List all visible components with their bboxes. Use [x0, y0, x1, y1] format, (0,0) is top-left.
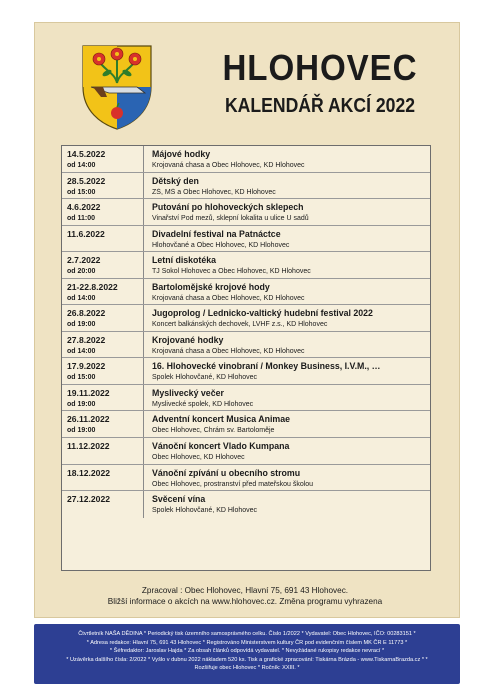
event-organizer: Krojovaná chasa a Obec Hlohovec, KD Hlohovec: [152, 294, 305, 302]
event-date: 11.6.2022: [67, 228, 105, 239]
event-row: [62, 465, 430, 492]
event-date-cell: [62, 305, 144, 331]
event-date: 28.5.2022: [67, 175, 106, 186]
event-title: Bartolomějské krojové hody: [152, 281, 270, 292]
event-date-cell: [62, 173, 144, 199]
event-date: 26.11.2022: [67, 414, 110, 425]
event-organizer: Koncert balkánských dechovek, LVHF z.s., KD Hlohovec: [152, 321, 328, 329]
event-row: [62, 173, 430, 200]
event-title: Myslivecký večer: [152, 387, 224, 398]
event-date: 4.6.2022: [67, 202, 101, 213]
town-title: HLOHOVEC: [222, 47, 418, 88]
event-info-cell: [152, 226, 426, 251]
event-organizer: Krojovaná chasa a Obec Hlohovec, KD Hlohovec: [152, 347, 305, 355]
contact-line: Zpracoval : Obec Hlohovec, Hlavní 75, 691 43 Hlohovec.: [141, 586, 349, 595]
event-title: Krojované hodky: [152, 334, 224, 345]
event-title: Dětský den: [152, 175, 199, 186]
event-date-cell: [62, 438, 144, 464]
event-info-cell: [152, 252, 426, 277]
event-info-cell: [152, 358, 426, 383]
footer-line: * Adresa redakce: Hlavní 75, 691 43 Hlohovec * Registrováno Ministerstvem kultury ČR pod evidenčním číslem MK ČR E 11773 *: [86, 639, 408, 646]
footer-line: Čtvrtletník NAŠA DĚDINA * Periodický tisk územního samosprávného celku. Číslo 1/2022 * Vydavatel: Obec Hlohovec, IČO: 00283151 *: [78, 631, 416, 637]
event-date: 26.8.2022: [67, 308, 106, 319]
event-date-cell: [62, 465, 144, 491]
event-organizer: ZŠ, MŠ a Obec Hlohovec, KD Hlohovec: [152, 188, 276, 196]
event-title: Divadelní festival na Patnáctce: [152, 228, 281, 239]
event-row: [62, 491, 430, 518]
event-organizer: Vinařství Pod mezů, sklepní lokalita u ulice U sadů: [152, 215, 309, 223]
event-row: [62, 332, 430, 359]
event-row: [62, 199, 430, 226]
contact-line: Bližší informace o akcích na www.hlohovec.cz. Změna programu vyhrazena: [107, 597, 383, 606]
event-organizer: Hlohovčané a Obec Hlohovec, KD Hlohovec: [152, 241, 290, 249]
event-row: [62, 358, 430, 385]
event-date: 19.11.2022: [67, 387, 110, 398]
event-time: od 15:00: [67, 374, 96, 382]
event-row: [62, 305, 430, 332]
event-organizer: Obec Hlohovec, prostranství před mateřskou školou: [152, 480, 314, 488]
event-date: 17.9.2022: [67, 361, 106, 372]
event-organizer: TJ Sokol Hlohovec a Obec Hlohovec, KD Hlohovec: [152, 268, 311, 276]
event-date: 21-22.8.2022: [67, 281, 118, 292]
event-organizer: Spolek Hlohovčané, KD Hlohovec: [152, 507, 258, 515]
event-time: od 19:00: [67, 427, 96, 435]
event-title: Letní diskotéka: [152, 255, 217, 266]
event-date: 27.8.2022: [67, 334, 106, 345]
event-date-cell: [62, 332, 144, 358]
event-organizer: Obec Hlohovec, Chrám sv. Bartoloměje: [152, 427, 275, 435]
event-time: od 19:00: [67, 400, 96, 408]
event-date-cell: [62, 279, 144, 305]
contact-info: [95, 585, 395, 607]
event-row: [62, 226, 430, 253]
event-time: od 14:00: [67, 294, 96, 302]
event-row: [62, 438, 430, 465]
footer-line: * Šéfredaktor: Jaroslav Hajda * Za obsah článků odpovídá vydavatel. * Nevyžádané rukopisy redakce nevrací *: [109, 648, 385, 655]
event-date: 14.5.2022: [67, 149, 106, 159]
event-title: Jugoprolog / Lednicko-valtický hudební festival 2022: [152, 308, 373, 319]
event-row: [62, 411, 430, 438]
event-info-cell: [152, 279, 426, 304]
event-title: Vánoční zpívání u obecního stromu: [152, 467, 301, 478]
event-organizer: Krojovaná chasa a Obec Hlohovec, KD Hlohovec: [152, 162, 305, 169]
event-row: [62, 279, 430, 306]
footer-line: * Uzávěrka dalšího čísla: 2/2022 * Vyšlo v dubnu 2022 nákladem 520 ks. Tisk a grafické zpracování: Tiskárna Brázda - www.TiskarnaBrazda.cz * *: [66, 656, 428, 663]
event-title: Vánoční koncert Vlado Kumpana: [152, 441, 290, 452]
event-date-cell: [62, 491, 144, 518]
event-info-cell: [152, 438, 426, 463]
event-row: [62, 252, 430, 279]
event-title: Putování po hlohoveckých sklepech: [152, 202, 304, 213]
event-row: [62, 146, 430, 173]
event-info-cell: [152, 146, 426, 171]
event-info-cell: [152, 332, 426, 357]
event-info-cell: [152, 173, 426, 198]
event-info-cell: [152, 385, 426, 410]
event-date-cell: [62, 252, 144, 278]
event-organizer: Spolek Hlohovčané, KD Hlohovec: [152, 374, 258, 382]
event-title: 16. Hlohovecké vinobraní / Monkey Business, I.V.M., …: [152, 361, 381, 372]
event-date-cell: [62, 199, 144, 225]
event-info-cell: [152, 491, 426, 516]
event-date: 27.12.2022: [67, 494, 111, 505]
event-info-cell: [152, 199, 426, 224]
event-organizer: Obec Hlohovec, KD Hlohovec: [152, 454, 245, 462]
event-time: od 15:00: [67, 188, 96, 196]
calendar-subtitle: KALENDÁŘ AKCÍ 2022: [224, 95, 416, 117]
event-title: Svěcení vína: [152, 494, 206, 505]
event-time: od 14:00: [67, 347, 96, 355]
event-date-cell: [62, 385, 144, 411]
event-time: od 14:00: [67, 162, 96, 169]
event-time: od 11:00: [67, 215, 96, 223]
event-info-cell: [152, 411, 426, 436]
poster: [34, 22, 460, 618]
event-row: [62, 385, 430, 412]
event-time: od 19:00: [67, 321, 96, 329]
event-date-cell: [62, 226, 144, 252]
event-info-cell: [152, 465, 426, 490]
event-date-cell: [62, 146, 144, 172]
event-organizer: Myslivecké spolek, KD Hlohovec: [152, 400, 254, 408]
event-info-cell: [152, 305, 426, 330]
publication-footer: [34, 624, 460, 684]
event-title: Májové hodky: [152, 149, 211, 159]
event-date-cell: [62, 358, 144, 384]
event-date: 11.12.2022: [67, 441, 110, 452]
events-table: [61, 145, 431, 571]
event-title: Adventní koncert Musica Animae: [152, 414, 291, 425]
event-date-cell: [62, 411, 144, 437]
municipal-coat-of-arms: [79, 43, 155, 131]
footer-line: Rozšiřuje obec Hlohovec * Ročník: XXIII. *: [194, 665, 300, 672]
event-date: 2.7.2022: [67, 255, 101, 266]
event-time: od 20:00: [67, 268, 96, 276]
event-date: 18.12.2022: [67, 467, 111, 478]
